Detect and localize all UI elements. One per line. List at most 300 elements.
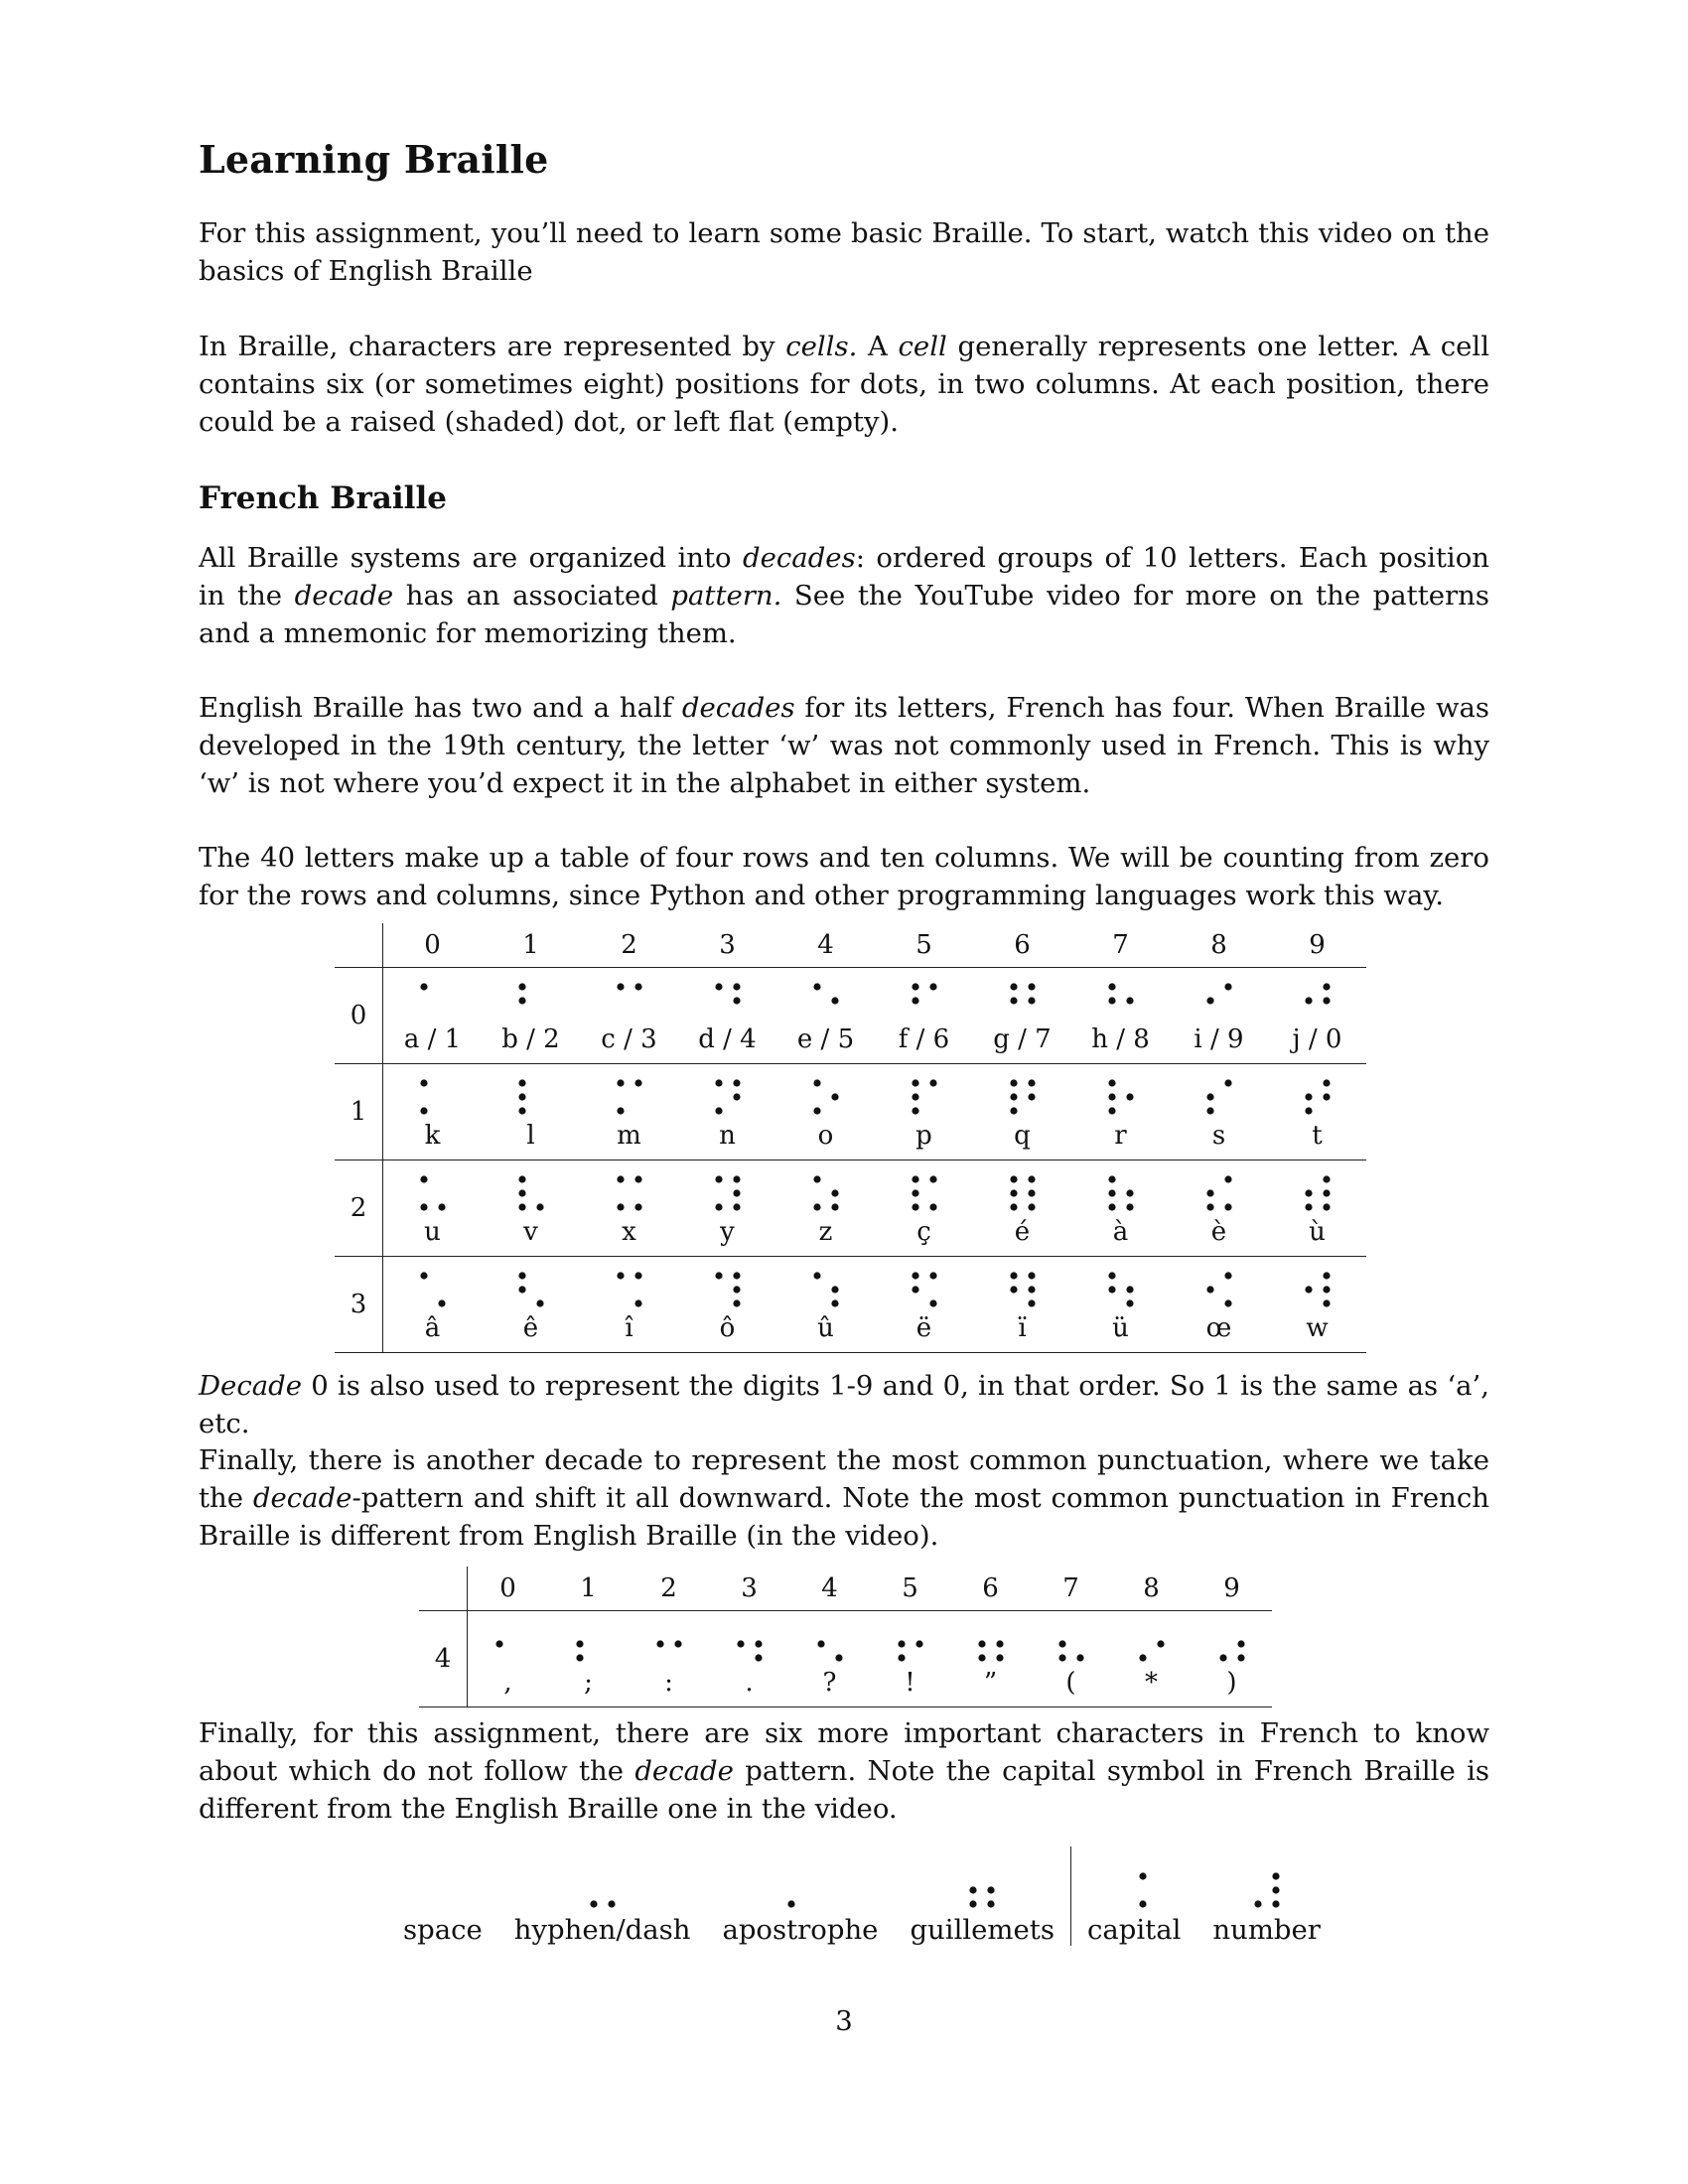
braille-dot-1: [420, 1079, 427, 1086]
braille-dot-5: [1028, 1093, 1035, 1100]
braille-cell-label: ;: [584, 1668, 593, 1698]
braille-dot-6: [831, 1299, 838, 1306]
page-title: Learning Braille: [199, 137, 549, 182]
braille-glyph: [613, 1077, 646, 1117]
braille-glyph: [613, 1270, 646, 1309]
braille-dot-3: [898, 1654, 905, 1661]
braille-glyph: [1301, 981, 1335, 1021]
braille-glyph: [1202, 1270, 1236, 1309]
braille-cell: [1170, 968, 1268, 1064]
braille-glyph: [809, 1270, 843, 1309]
braille-dot-2: [518, 1189, 525, 1196]
braille-glyph: [908, 1077, 941, 1117]
braille-dot-4: [1323, 1079, 1330, 1086]
braille-cell-label: ë: [915, 1313, 932, 1343]
column-header: 5: [870, 1567, 950, 1611]
braille-dot-4: [929, 1272, 936, 1279]
braille-dot-2: [1206, 1286, 1213, 1293]
braille-dot-2: [518, 997, 525, 1004]
braille-dot-2: [1108, 997, 1115, 1004]
column-header: 8: [1111, 1567, 1192, 1611]
braille-cell: [383, 968, 483, 1064]
special-character-label: capital: [1086, 1914, 1182, 1946]
braille-cell: [1170, 1064, 1268, 1160]
braille-dot-6: [929, 1203, 936, 1210]
braille-dot-4: [733, 1079, 740, 1086]
braille-dot-2: [1010, 1189, 1017, 1196]
braille-dot-5: [1126, 1093, 1133, 1100]
braille-cell-label: (: [1065, 1668, 1076, 1698]
braille-cell: [383, 1064, 483, 1160]
braille-dot-6: [755, 1654, 762, 1661]
braille-glyph: [1006, 1077, 1040, 1117]
braille-cell: [973, 1064, 1071, 1160]
braille-cell-label: ï: [1018, 1313, 1027, 1343]
braille-dot-5: [1157, 1640, 1164, 1647]
braille-dot-4: [1224, 1175, 1231, 1182]
braille-glyph: [613, 981, 646, 1021]
braille-dot-6: [536, 1299, 543, 1306]
braille-dot-1: [912, 1079, 918, 1086]
braille-cell-label: x: [622, 1217, 636, 1247]
row-label: 4: [419, 1611, 468, 1707]
braille-cell-label: g / 7: [993, 1024, 1052, 1054]
braille-dot-1: [1108, 983, 1115, 990]
braille-dot-6: [1028, 1299, 1035, 1306]
braille-glyph: [1104, 1173, 1138, 1213]
braille-glyph: [711, 981, 745, 1021]
braille-dot-5: [996, 1640, 1003, 1647]
braille-dot-2: [495, 1640, 502, 1647]
braille-dot-4: [1323, 1175, 1330, 1182]
braille-dot-3: [1254, 1900, 1261, 1907]
braille-glyph: [813, 1624, 847, 1664]
column-header: 1: [482, 923, 580, 968]
table-row: [419, 1611, 1272, 1707]
braille-cell-label: j / 0: [1292, 1024, 1342, 1054]
braille-dot-1: [715, 1079, 722, 1086]
braille-dot-5: [1028, 1286, 1035, 1293]
braille-dot-2: [912, 997, 918, 1004]
braille-cell: [1071, 1064, 1170, 1160]
special-character-label: apostrophe: [722, 1914, 879, 1946]
section-heading: French Braille: [199, 480, 447, 516]
braille-cell: [875, 968, 973, 1064]
braille-dot-3: [813, 1203, 820, 1210]
braille-dot-3: [1206, 1107, 1213, 1114]
braille-cell-label: t: [1312, 1121, 1323, 1151]
braille-dot-4: [1028, 1272, 1035, 1279]
braille-glyph: [1215, 1624, 1249, 1664]
braille-glyph: [514, 1077, 548, 1117]
column-header: 7: [1031, 1567, 1111, 1611]
braille-dot-1: [813, 983, 820, 990]
braille-dot-4: [1272, 1872, 1279, 1879]
braille-cell-label: a / 1: [403, 1024, 462, 1054]
column-header: 6: [973, 923, 1071, 968]
braille-glyph: [711, 1173, 745, 1213]
column-header: 6: [950, 1567, 1031, 1611]
braille-cell-label: ,: [503, 1668, 512, 1698]
braille-cell-label: ê: [522, 1313, 539, 1343]
braille-dot-3: [1219, 1654, 1226, 1661]
braille-cell: [1268, 1257, 1366, 1353]
braille-glyph: [416, 1173, 450, 1213]
braille-glyph: [1202, 1077, 1236, 1117]
braille-cell-label: ”: [983, 1668, 998, 1698]
braille-dot-4: [1224, 983, 1231, 990]
braille-dot-1: [1010, 1079, 1017, 1086]
braille-cell-label: z: [818, 1217, 833, 1247]
braille-cell: [1170, 1160, 1268, 1257]
braille-dot-5: [831, 1189, 838, 1196]
braille-dot-1: [813, 1175, 820, 1182]
braille-cell: [870, 1611, 950, 1707]
braille-glyph: [1055, 1624, 1088, 1664]
braille-cell-label: e / 5: [796, 1024, 855, 1054]
braille-cell-label: ç: [916, 1217, 931, 1247]
braille-dot-5: [988, 1886, 995, 1893]
braille-dot-5: [915, 1640, 922, 1647]
braille-dot-2: [518, 1286, 525, 1293]
braille-glyph: [652, 1624, 686, 1664]
braille-dot-6: [634, 1203, 641, 1210]
intro-paragraph-2: In Braille, characters are represented by cells. A cell generally represents one letter. A cell contains six (or sometimes eight) positions for dots, in two columns. At each position, there could be a raised (shaded) dot, or left flat (empty).: [199, 331, 1490, 438]
braille-cell: [383, 1257, 483, 1353]
braille-dot-3: [978, 1654, 985, 1661]
braille-dot-1: [912, 983, 918, 990]
table-row: [335, 1257, 1366, 1353]
braille-cell: [1192, 1611, 1272, 1707]
braille-cell: [580, 968, 678, 1064]
braille-dot-1: [1108, 1079, 1115, 1086]
special-character-label: number: [1212, 1914, 1321, 1946]
braille-glyph: [809, 1173, 843, 1213]
braille-glyph: [416, 1077, 450, 1117]
braille-dot-1: [1010, 1175, 1017, 1182]
braille-dot-1: [518, 1272, 525, 1279]
special-character: [894, 1870, 1070, 1946]
braille-cell: [1071, 1160, 1170, 1257]
braille-dot-2: [1058, 1640, 1065, 1647]
braille-dot-1: [715, 983, 722, 990]
braille-cell: [383, 1160, 483, 1257]
table-header-row: [335, 923, 1366, 968]
braille-dot-3: [970, 1900, 977, 1907]
braille-dot-6: [1237, 1654, 1244, 1661]
braille-cell: [678, 1064, 776, 1160]
braille-glyph: [416, 1270, 450, 1309]
braille-cell-label: v: [523, 1217, 538, 1247]
column-header: 3: [709, 1567, 789, 1611]
braille-glyph: [733, 1624, 767, 1664]
braille-cell: [468, 1611, 549, 1707]
braille-dot-6: [835, 1654, 842, 1661]
braille-dot-5: [1028, 1189, 1035, 1196]
braille-dot-6: [1028, 1203, 1035, 1210]
braille-dot-4: [1323, 1272, 1330, 1279]
braille-dot-5: [831, 997, 838, 1004]
braille-cell: [875, 1160, 973, 1257]
table-row: [335, 1064, 1366, 1160]
braille-cell-label: m: [617, 1121, 641, 1151]
braille-dot-4: [1028, 983, 1035, 990]
braille-dot-2: [1305, 997, 1312, 1004]
braille-cell-label: é: [1014, 1217, 1031, 1247]
braille-dot-5: [1237, 1640, 1244, 1647]
braille-dot-3: [590, 1900, 597, 1907]
braille-cell: [1031, 1611, 1111, 1707]
braille-glyph: [1135, 1624, 1169, 1664]
braille-dot-3: [617, 1107, 624, 1114]
braille-cell: [776, 968, 875, 1064]
braille-glyph: [965, 1870, 999, 1910]
braille-glyph: [783, 1870, 817, 1910]
braille-glyph: [1104, 1077, 1138, 1117]
braille-dot-2: [1108, 1286, 1115, 1293]
column-header: 0: [468, 1567, 549, 1611]
braille-dot-2: [898, 1640, 905, 1647]
table-header-row: [419, 1567, 1272, 1611]
table-corner: [419, 1567, 468, 1611]
braille-cell: [1268, 1160, 1366, 1257]
braille-dot-3: [617, 1203, 624, 1210]
braille-glyph: [711, 1077, 745, 1117]
special-characters-paragraph: Finally, for this assignment, there are six more important characters in French to know about which do not follow the decade pattern. Note the capital symbol in French Braille is different from the English Braille one in the video.: [199, 1717, 1489, 1825]
braille-dot-2: [1010, 1286, 1017, 1293]
braille-dot-1: [420, 983, 427, 990]
braille-dot-2: [1305, 1189, 1312, 1196]
braille-dot-2: [912, 1189, 918, 1196]
english-french-paragraph: English Braille has two and a half decades for its letters, French has four. When Braille was developed in the 19th century, the letter ‘w’ was not commonly used in French. This is why ‘w’ is not where you’d expect it in the alphabet in either system.: [199, 692, 1489, 799]
braille-glyph: [809, 981, 843, 1021]
braille-glyph: [1104, 981, 1138, 1021]
column-header: 8: [1170, 923, 1268, 968]
braille-dot-4: [733, 1175, 740, 1182]
braille-cell-label: k: [424, 1121, 441, 1151]
braille-glyph: [1006, 1173, 1040, 1213]
braille-cell: [973, 1160, 1071, 1257]
punctuation-paragraph: Finally, there is another decade to represent the most common punctuation, where we take the decade-pattern and shift it all downward. Note the most common punctuation in French Braille is different from English Braille (in the video).: [199, 1444, 1489, 1552]
braille-dot-6: [1323, 1299, 1330, 1306]
braille-glyph: [908, 1173, 941, 1213]
braille-dot-1: [518, 1079, 525, 1086]
braille-dot-3: [576, 1654, 583, 1661]
braille-cell-label: w: [1306, 1313, 1329, 1343]
braille-dot-1: [1108, 1272, 1115, 1279]
braille-dot-5: [733, 1286, 740, 1293]
braille-dot-4: [929, 1175, 936, 1182]
special-character-label: space: [403, 1914, 483, 1946]
braille-cell: [1111, 1611, 1192, 1707]
braille-cell: [482, 1064, 580, 1160]
special-character: [387, 1870, 498, 1946]
braille-dot-3: [518, 1203, 525, 1210]
braille-dot-3: [1206, 1203, 1213, 1210]
braille-dot-4: [634, 1079, 641, 1086]
braille-glyph: [809, 1077, 843, 1117]
braille-dot-5: [733, 997, 740, 1004]
digits-paragraph: Decade 0 is also used to represent the digits 1-9 and 0, in that order. So 1 is the same as ‘a’, etc.: [199, 1370, 1489, 1439]
braille-cell-label: b / 2: [501, 1024, 560, 1054]
column-header: 4: [789, 1567, 870, 1611]
braille-dot-6: [1323, 1203, 1330, 1210]
braille-dot-4: [1028, 1079, 1035, 1086]
braille-dot-6: [536, 1203, 543, 1210]
braille-glyph: [416, 981, 450, 1021]
braille-dot-1: [420, 1175, 427, 1182]
column-header: 2: [629, 1567, 709, 1611]
braille-glyph: [426, 1870, 460, 1910]
special-character: [706, 1870, 894, 1946]
braille-cell: [678, 968, 776, 1064]
braille-cell: [875, 1257, 973, 1353]
braille-cell: [709, 1611, 789, 1707]
braille-cell-label: ): [1226, 1668, 1237, 1698]
intro-paragraph-1: For this assignment, you’ll need to learn some basic Braille. To start, watch this video on the basics of English Braille: [199, 217, 1489, 287]
braille-glyph: [894, 1624, 927, 1664]
braille-cell-label: s: [1211, 1121, 1226, 1151]
braille-dot-4: [1323, 983, 1330, 990]
braille-dot-1: [518, 1175, 525, 1182]
braille-glyph: [514, 981, 548, 1021]
braille-dot-2: [1010, 997, 1017, 1004]
braille-dot-3: [1010, 1203, 1017, 1210]
braille-cell-label: œ: [1205, 1313, 1232, 1343]
braille-dot-4: [929, 1079, 936, 1086]
braille-dot-4: [1140, 1872, 1147, 1879]
braille-glyph: [1006, 981, 1040, 1021]
braille-cell-label: !: [905, 1668, 915, 1698]
braille-cell-label: â: [424, 1313, 441, 1343]
braille-cell: [1170, 1257, 1268, 1353]
braille-glyph: [1117, 1870, 1151, 1910]
braille-dot-4: [1028, 1175, 1035, 1182]
braille-dot-2: [1305, 1286, 1312, 1293]
punctuation-table: [419, 1567, 1272, 1707]
braille-cell: [482, 1160, 580, 1257]
braille-cell: [580, 1160, 678, 1257]
braille-glyph: [1006, 1270, 1040, 1309]
braille-cell: [580, 1257, 678, 1353]
braille-cell-label: ù: [1309, 1217, 1326, 1247]
braille-dot-3: [420, 1203, 427, 1210]
braille-dot-3: [518, 1107, 525, 1114]
braille-dot-6: [1126, 1203, 1133, 1210]
braille-cell: [776, 1257, 875, 1353]
braille-dot-6: [929, 1299, 936, 1306]
braille-cell: [678, 1257, 776, 1353]
braille-dot-5: [1028, 997, 1035, 1004]
braille-dot-3: [715, 1203, 722, 1210]
braille-dot-6: [996, 1654, 1003, 1661]
braille-cell: [482, 968, 580, 1064]
table-corner: [335, 923, 383, 968]
braille-dot-2: [518, 1093, 525, 1100]
braille-dot-3: [1108, 1107, 1115, 1114]
page-number: 3: [835, 2005, 853, 2037]
braille-glyph: [514, 1270, 548, 1309]
braille-cell: [580, 1064, 678, 1160]
braille-cell-label: d / 4: [698, 1024, 757, 1054]
column-header: 7: [1071, 923, 1170, 968]
braille-cell: [973, 968, 1071, 1064]
braille-dot-1: [617, 983, 624, 990]
column-header: 5: [875, 923, 973, 968]
braille-dot-5: [1126, 1189, 1133, 1196]
braille-cell-label: î: [625, 1313, 633, 1343]
braille-dot-1: [715, 1272, 722, 1279]
braille-dot-6: [733, 1299, 740, 1306]
braille-dot-6: [1272, 1900, 1279, 1907]
braille-dot-1: [813, 1079, 820, 1086]
braille-glyph: [1301, 1270, 1335, 1309]
braille-dot-6: [1224, 1203, 1231, 1210]
braille-dot-2: [656, 1640, 663, 1647]
braille-dot-2: [1108, 1189, 1115, 1196]
braille-cell-label: .: [745, 1668, 754, 1698]
braille-cell: [1268, 968, 1366, 1064]
braille-dot-3: [912, 1203, 918, 1210]
braille-dot-1: [912, 1175, 918, 1182]
braille-dot-3: [912, 1107, 918, 1114]
braille-dot-3: [1305, 1107, 1312, 1114]
braille-dot-2: [1206, 997, 1213, 1004]
braille-dot-1: [518, 983, 525, 990]
braille-dot-1: [1010, 983, 1017, 990]
special-character: [1071, 1870, 1196, 1946]
braille-dot-5: [1323, 997, 1330, 1004]
braille-dot-3: [420, 1107, 427, 1114]
braille-dot-5: [831, 1286, 838, 1293]
row-label: 1: [335, 1064, 383, 1160]
braille-cell-label: *: [1145, 1668, 1158, 1698]
braille-glyph: [1104, 1270, 1138, 1309]
braille-cell-label: è: [1210, 1217, 1227, 1247]
special-characters-row: [387, 1846, 1336, 1946]
braille-dot-3: [1108, 1203, 1115, 1210]
braille-cell: [950, 1611, 1031, 1707]
column-header: 9: [1192, 1567, 1272, 1611]
column-header: 3: [678, 923, 776, 968]
decades-paragraph: All Braille systems are organized into decades: ordered groups of 10 letters. Each position in the decade has an associated pattern. See the YouTube video for more on the patterns and a mnemonic for memorizing them.: [199, 542, 1490, 649]
braille-cell: [776, 1160, 875, 1257]
braille-dot-1: [912, 1272, 918, 1279]
braille-cell: [875, 1064, 973, 1160]
braille-dot-6: [1140, 1900, 1147, 1907]
braille-dot-6: [438, 1299, 445, 1306]
braille-dot-3: [1305, 1203, 1312, 1210]
column-header: 4: [776, 923, 875, 968]
braille-dot-4: [634, 1272, 641, 1279]
braille-dot-2: [1206, 1189, 1213, 1196]
braille-dot-6: [988, 1900, 995, 1907]
row-label: 3: [335, 1257, 383, 1353]
braille-cell-label: u: [424, 1217, 441, 1247]
braille-dot-5: [1126, 1286, 1133, 1293]
braille-dot-5: [674, 1640, 681, 1647]
braille-dot-5: [755, 1640, 762, 1647]
braille-dot-5: [1323, 1093, 1330, 1100]
braille-dot-5: [1323, 1286, 1330, 1293]
braille-dot-2: [737, 1640, 744, 1647]
braille-cell-label: f / 6: [898, 1024, 950, 1054]
braille-dot-2: [817, 1640, 824, 1647]
braille-dot-4: [634, 1175, 641, 1182]
braille-dot-2: [1305, 1093, 1312, 1100]
braille-dot-3: [1139, 1654, 1146, 1661]
braille-dot-2: [1108, 1093, 1115, 1100]
